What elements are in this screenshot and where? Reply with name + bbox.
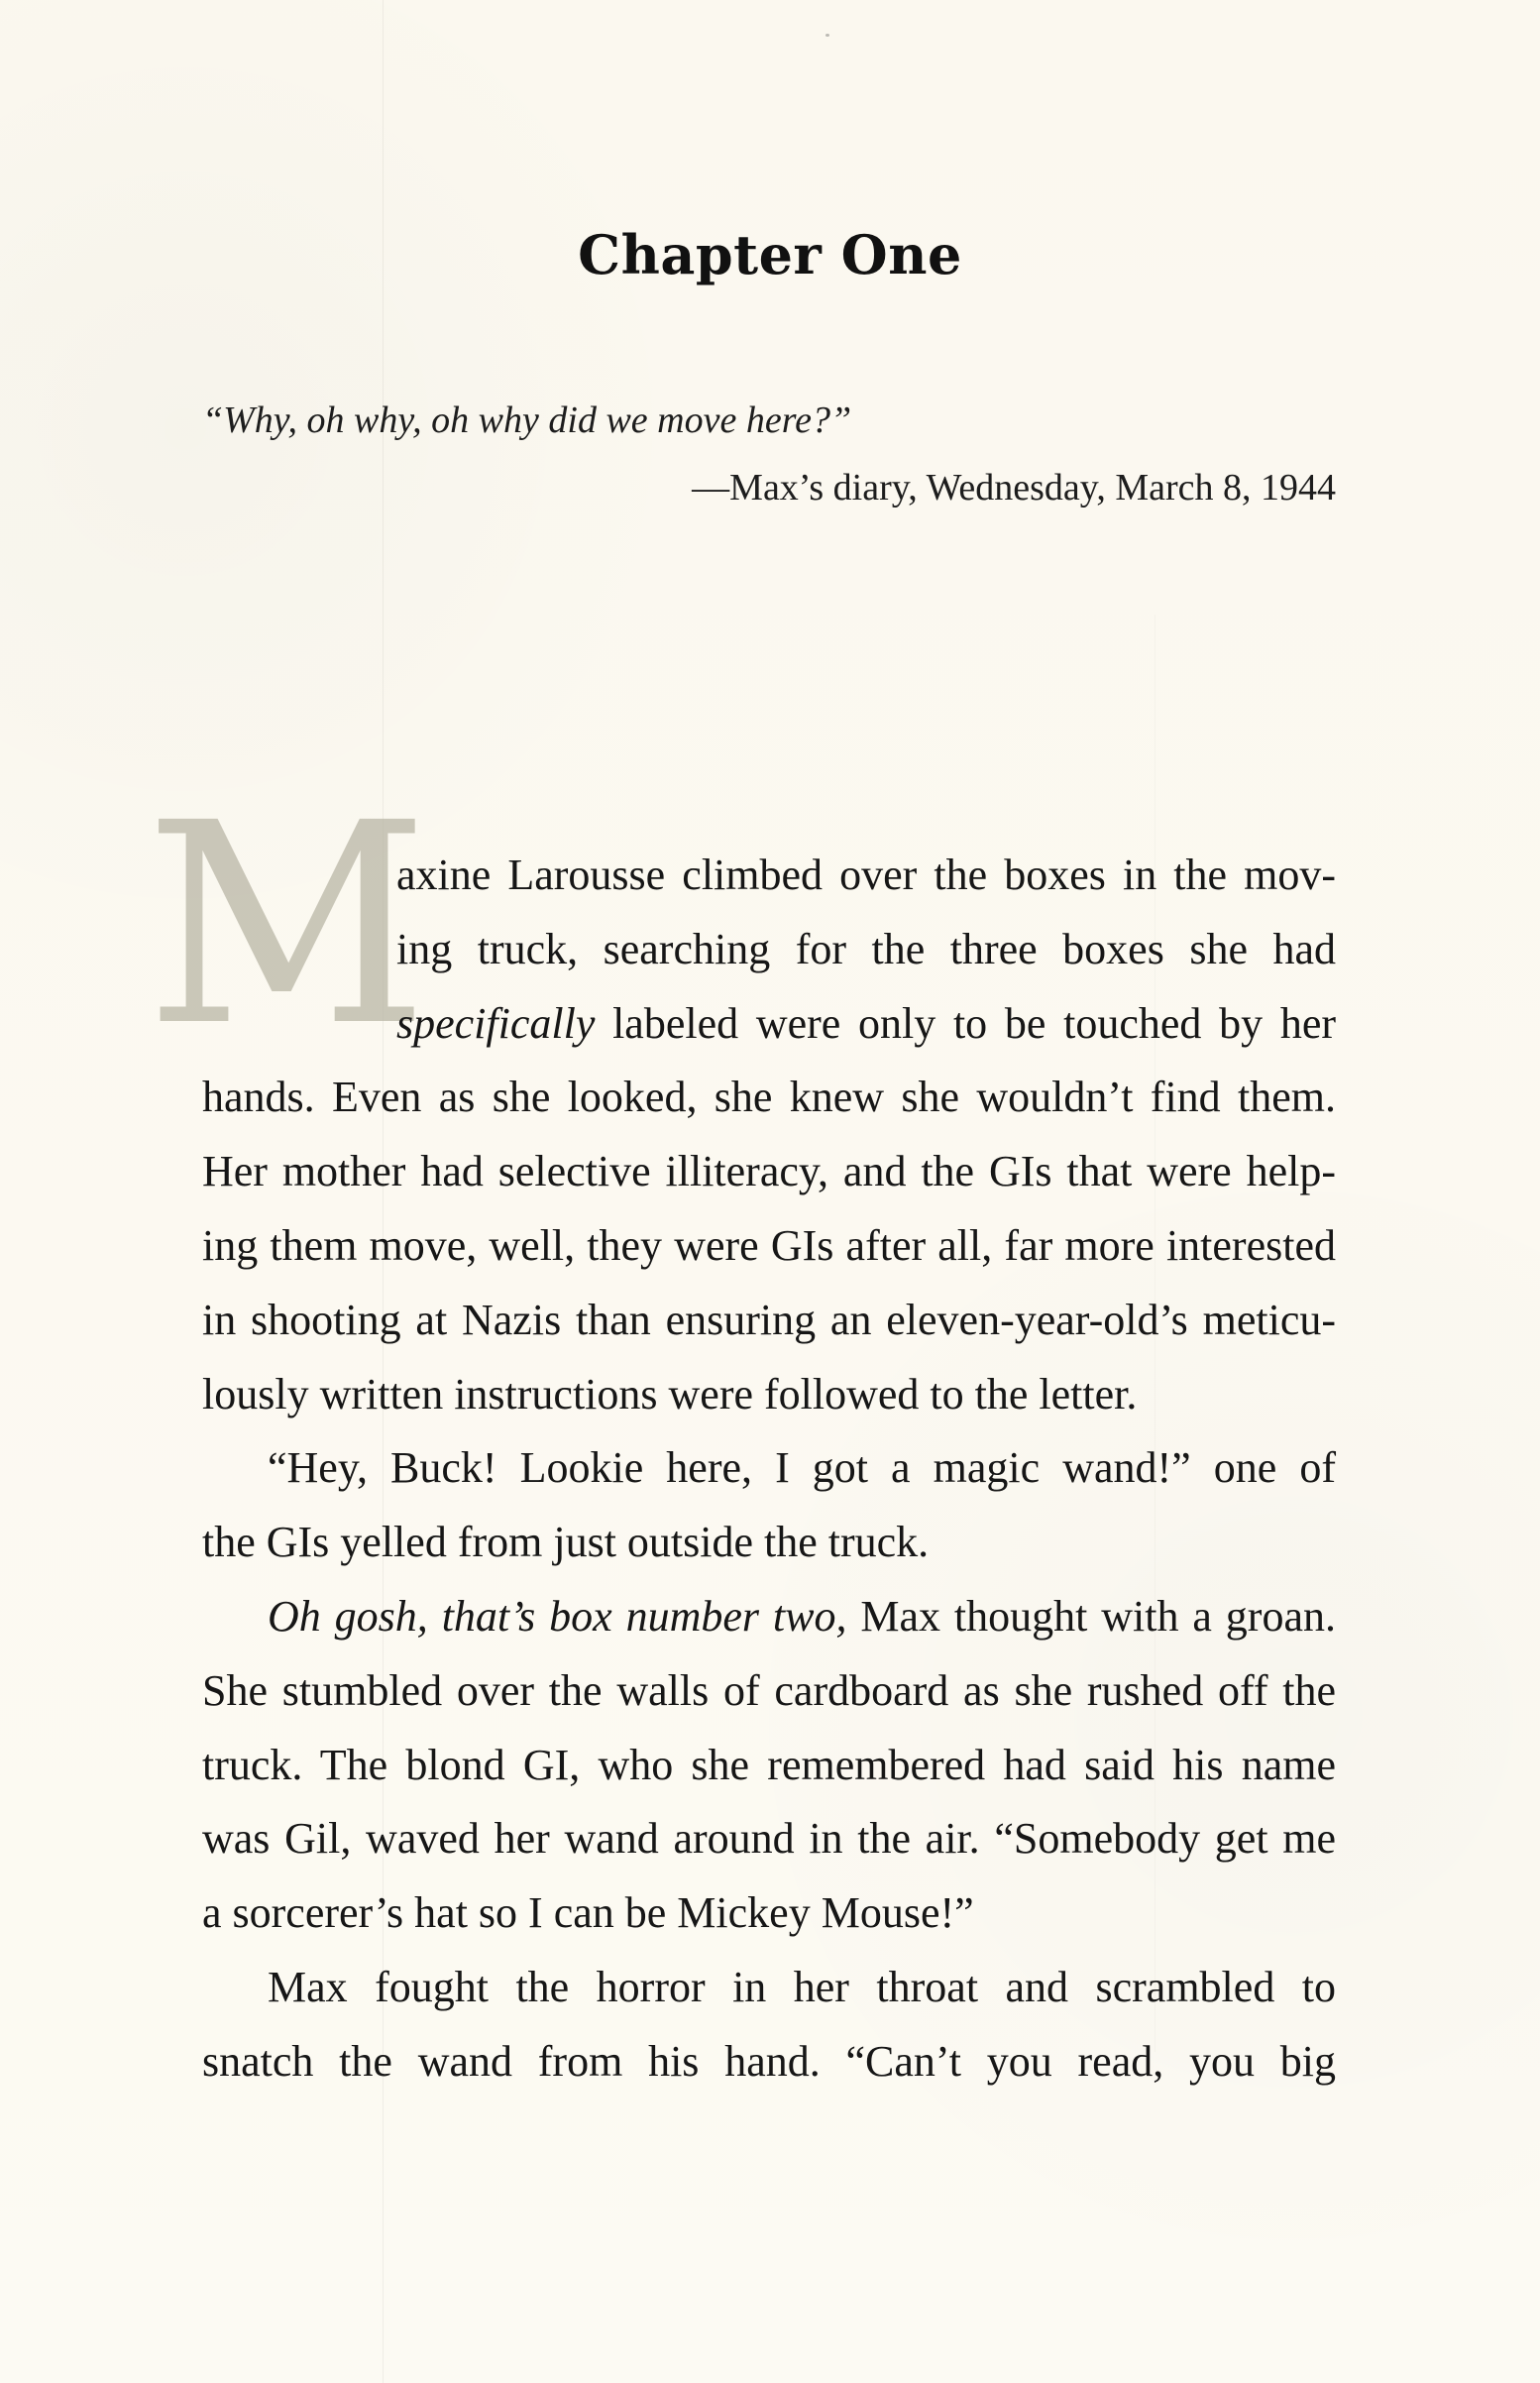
body-line-text: hands. Even as she looked, she knew she wouldn’t find them. <box>202 1073 1336 1122</box>
body-line-text: Max fought the horror in her throat and scrambled to <box>268 1962 1336 2011</box>
body-line-text: “Hey, Buck! Lookie here, I got a magic wand!” one of <box>268 1443 1336 1493</box>
body-line-text: snatch the wand from his hand. “Can’t you read, you big <box>202 2036 1336 2086</box>
body-line-text: a sorcerer’s hat so I can be Mickey Mouse!” <box>202 1888 974 1938</box>
body-line <box>202 1951 1336 2025</box>
body-line <box>202 1284 1336 1358</box>
body-line <box>202 1431 1336 1506</box>
body-line <box>202 1209 1336 1284</box>
body-line <box>202 1802 1336 1876</box>
body-line <box>202 1358 1336 1432</box>
epigraph-quote: “Why, oh why, oh why did we move here?” <box>202 399 852 441</box>
drop-cap: M <box>145 764 429 1088</box>
body-line-text: lously written instructions were followed to the letter. <box>202 1369 1138 1418</box>
body-line-text: was Gil, waved her wand around in the air. “Somebody get me <box>202 1814 1336 1864</box>
body-line-text: She stumbled over the walls of cardboard as she rushed off the <box>202 1665 1336 1715</box>
body-line-text: the GIs yelled from just outside the truck. <box>202 1518 930 1567</box>
body-line <box>202 913 1336 987</box>
chapter-body <box>202 839 1336 2099</box>
body-line-emphasis: specifically <box>396 998 596 1048</box>
body-line-emphasis: Oh gosh, that’s box number two, <box>268 1591 847 1641</box>
body-line-text: ing truck, searching for the three boxes she had <box>396 924 1336 973</box>
body-line <box>202 1506 1336 1580</box>
body-line <box>202 987 1336 1062</box>
body-line <box>202 839 1336 913</box>
body-line <box>202 1061 1336 1135</box>
body-line <box>202 1876 1336 1951</box>
chapter-title: Chapter One <box>578 223 962 286</box>
body-line <box>202 1654 1336 1729</box>
body-line <box>202 1580 1336 1654</box>
epigraph <box>202 401 1336 507</box>
body-line-text: ing them move, well, they were GIs after all, far more interested <box>202 1220 1336 1270</box>
body-line-text: axine Larousse climbed over the boxes in the mov- <box>396 851 1336 899</box>
body-line-text: in shooting at Nazis than ensuring an eleven-year-old’s meticu- <box>202 1295 1336 1344</box>
body-line-text: Her mother had selective illiteracy, and the GIs that were help- <box>202 1147 1336 1196</box>
body-line <box>202 2025 1336 2099</box>
epigraph-attribution: —Max’s diary, Wednesday, March 8, 1944 <box>692 467 1336 509</box>
body-line-text: labeled were only to be touched by her <box>595 998 1336 1048</box>
body-line-text: truck. The blond GI, who she remembered had said his name <box>202 1740 1336 1789</box>
body-line <box>202 1729 1336 1803</box>
body-line <box>202 1135 1336 1209</box>
scan-artifact-dot <box>825 34 829 37</box>
body-line-text: Max thought with a groan. <box>846 1591 1336 1641</box>
